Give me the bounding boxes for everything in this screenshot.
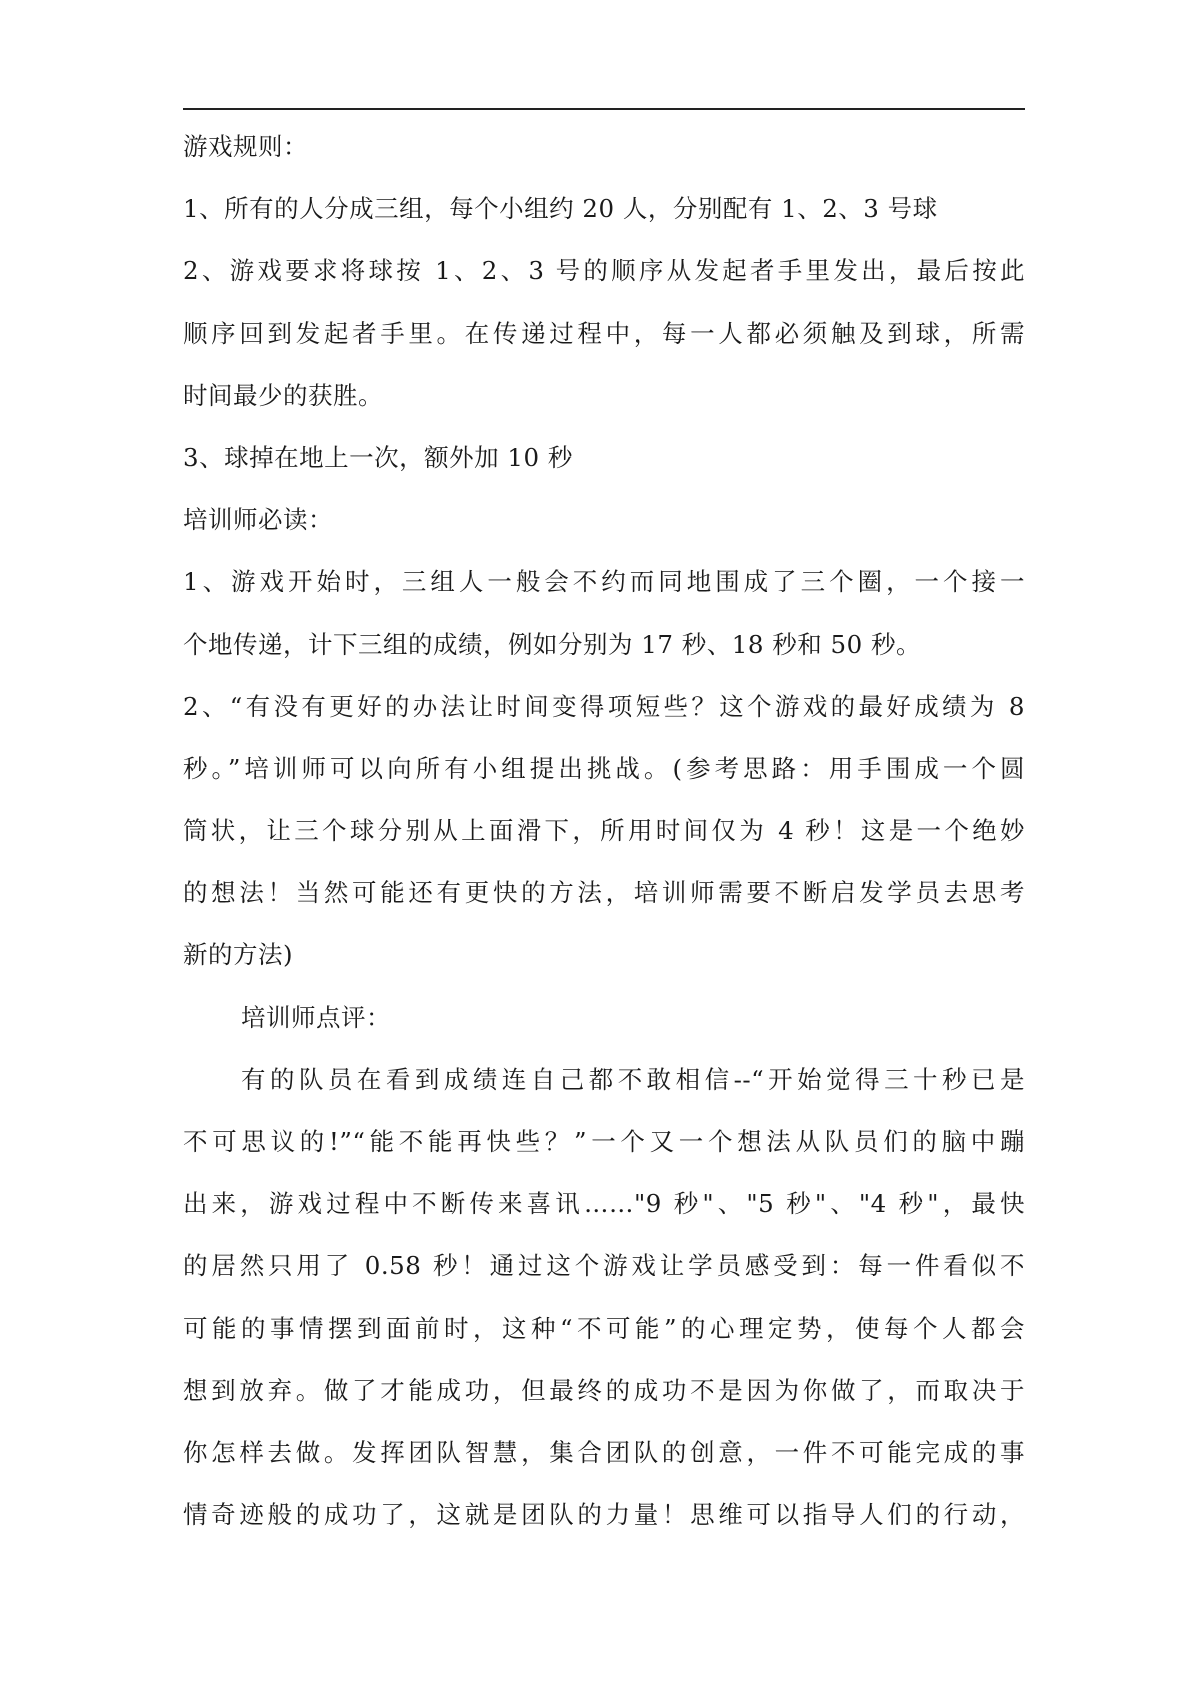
section-heading-trainer-review: 培训师点评：: [241, 1002, 391, 1032]
rule-item-3: 3、球掉在地上一次，额外加 10 秒: [183, 442, 573, 472]
review-paragraph-line-7: 你怎样去做。发挥团队智慧，集合团队的创意，一件不可能完成的事: [183, 1437, 1025, 1467]
rule-item-2-line-2: 顺序回到发起者手里。在传递过程中，每一人都必须触及到球，所需: [183, 318, 1025, 348]
trainer-note-2-line-1: 2、“有没有更好的办法让时间变得项短些？这个游戏的最好成绩为 8: [183, 691, 1025, 721]
trainer-note-2-line-2: 秒。”培训师可以向所有小组提出挑战。(参考思路：用手围成一个圆: [183, 753, 1025, 783]
rule-item-2-line-3: 时间最少的获胜。: [183, 380, 383, 410]
trainer-note-1-line-2: 个地传递，计下三组的成绩，例如分别为 17 秒、18 秒和 50 秒。: [183, 629, 921, 659]
review-paragraph-line-6: 想到放弃。做了才能成功，但最终的成功不是因为你做了，而取决于: [183, 1375, 1025, 1405]
rule-item-2-line-1: 2、游戏要求将球按 1、2、3 号的顺序从发起者手里发出，最后按此: [183, 256, 1025, 286]
review-paragraph-line-3: 出来，游戏过程中不断传来喜讯……"9 秒"、"5 秒"、"4 秒"，最快: [183, 1189, 1025, 1219]
review-paragraph-line-5: 可能的事情摆到面前时，这种“不可能”的心理定势，使每个人都会: [183, 1313, 1025, 1343]
trainer-note-2-line-4: 的想法！当然可能还有更快的方法，培训师需要不断启发学员去思考: [183, 878, 1025, 908]
review-paragraph-line-8: 情奇迹般的成功了，这就是团队的力量！思维可以指导人们的行动，: [183, 1500, 1025, 1530]
section-heading-trainer-notes: 培训师必读：: [183, 505, 333, 535]
header-rule: [183, 108, 1025, 110]
review-paragraph-line-2: 不可思议的!”“能不能再快些？”一个又一个想法从队员们的脑中蹦: [183, 1127, 1025, 1156]
rule-item-1: 1、所有的人分成三组，每个小组约 20 人，分别配有 1、2、3 号球: [183, 194, 938, 224]
trainer-note-1-line-1: 1、游戏开始时，三组人一般会不约而同地围成了三个圈，一个接一: [183, 567, 1025, 597]
section-heading-game-rules: 游戏规则：: [183, 132, 308, 161]
review-paragraph-line-4: 的居然只用了 0.58 秒！通过这个游戏让学员感受到：每一件看似不: [183, 1251, 1025, 1281]
trainer-note-2-line-3: 筒状，让三个球分别从上面滑下，所用时间仅为 4 秒！这是一个绝妙: [183, 816, 1025, 846]
trainer-note-2-line-5: 新的方法): [183, 940, 294, 970]
document-body: [183, 116, 1025, 1546]
review-paragraph-line-1: 有的队员在看到成绩连自己都不敢相信--“开始觉得三十秒已是: [241, 1064, 1025, 1094]
